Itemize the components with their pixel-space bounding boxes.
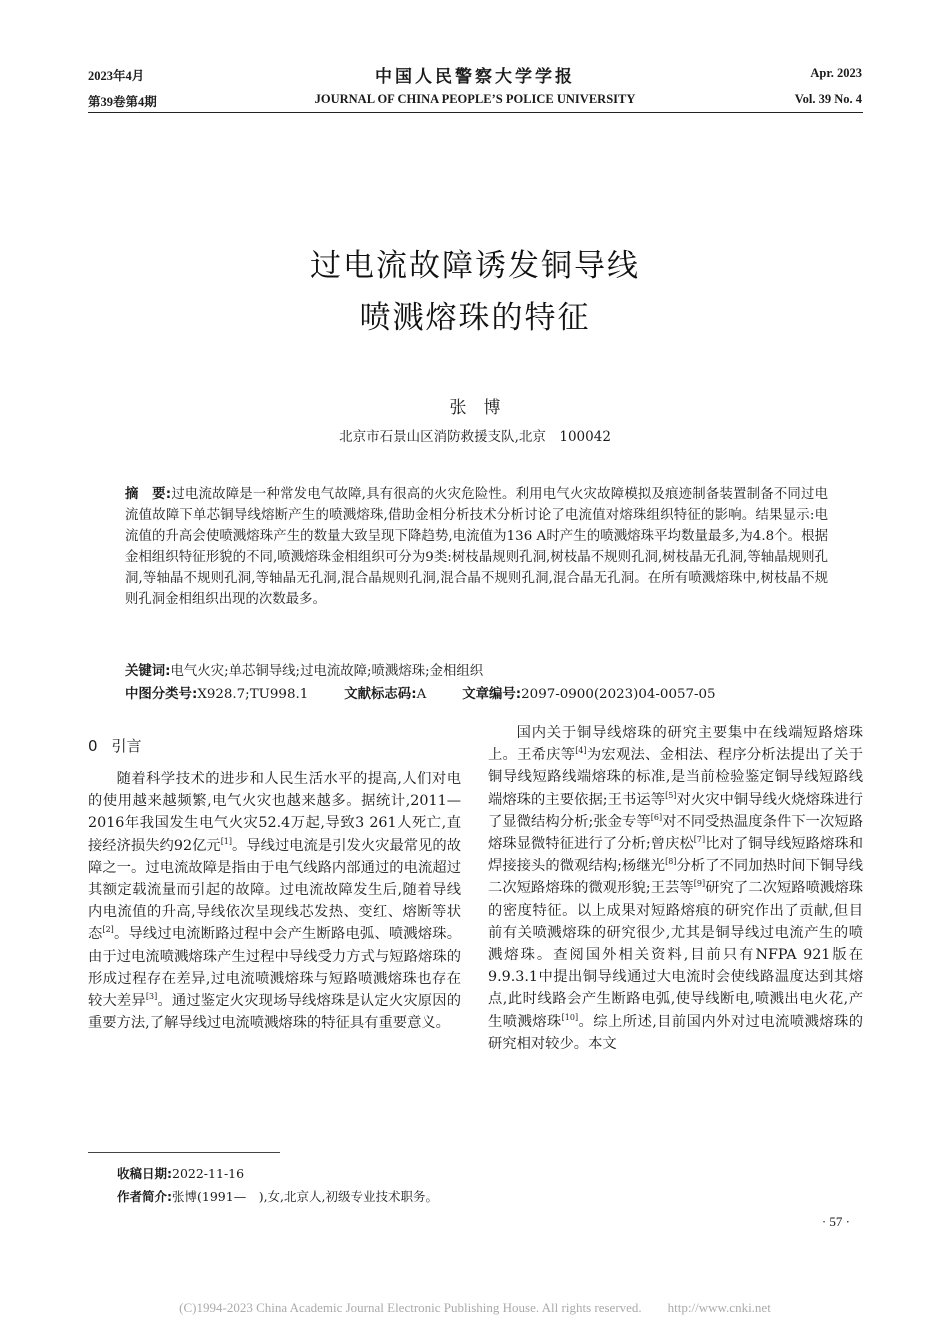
citation-ref: [1] (220, 836, 233, 846)
lit-text-4: 对不同受热温度条件下一次短路熔珠显微特征进行了分析;曾庆松 (488, 813, 863, 853)
header-date: 2023年4月 (88, 69, 145, 83)
copyright-notice: (C)1994-2023 China Academic Journal Electronic Publishing House. All rights reserved. http://www.cnki.net (179, 1300, 771, 1315)
lit-text-7: 研究了二次短路喷溅熔珠的密度特征。以上成果对短路熔痕的研究作出了贡献,但目前有关喷溅熔珠的研究很少,尤其是铜导线过电流产生的喷溅熔珠。查阅国外相关资料,目前只有NFPA 921版在9.9.3.1中提出铜导线通过大电流时会使线路温度达到其熔点,此时线路会产生断路电弧,使导线断电,喷溅出电火花,产生喷溅熔珠 (488, 880, 864, 1030)
author-bio-value: 张博(1991— ),女,北京人,初级专业技术职务。 (172, 1189, 438, 1204)
journal-title-en: JOURNAL OF CHINA PEOPLE’S POLICE UNIVERSITY (314, 92, 636, 106)
citation-ref: [6] (650, 812, 663, 822)
citation-ref: [9] (693, 879, 706, 889)
page-number: · 57 · (821, 1214, 850, 1229)
article-title-line2: 喷溅熔珠的特征 (359, 300, 591, 336)
intro-text-3: 。导线过电流断路过程中会产生断路电弧、喷溅熔珠。由于过电流喷溅熔珠产生过程中导线受力方式与短路熔珠的形成过程存在差异,过电流喷溅熔珠与短路喷溅熔珠也存在较大差异 (88, 926, 461, 1010)
abstract (125, 484, 828, 610)
footnote-rule (88, 1152, 280, 1153)
author-affiliation: 北京市石景山区消防救援支队,北京 100042 (339, 429, 611, 445)
lit-text-8: 。综上所述,目前国内外对过电流喷溅熔珠的研究相对较少。本文 (488, 1013, 864, 1052)
lit-text-1: 国内关于铜导线熔珠的研究主要集中在线端短路熔珠上。王希庆等 (488, 725, 863, 764)
classification (125, 684, 828, 705)
clc-value: X928.7;TU998.1 (197, 687, 309, 702)
section-heading (88, 735, 142, 756)
doc-code-label: 文献标志码: (344, 687, 417, 702)
lit-text-2: 为宏观法、金相法、程序分析法提出了关于铜导线短路线端熔珠的标准,是当前检验鉴定铜导线短路线端熔珠的主要依据;王书运等 (488, 747, 864, 808)
doc-code-value: A (416, 687, 427, 702)
citation-ref: [8] (665, 857, 677, 867)
received-date (117, 1164, 244, 1182)
header-vol-en: Vol. 39 No. 4 (794, 92, 862, 106)
right-column (488, 722, 863, 1055)
article-number-label: 文章编号: (462, 687, 522, 702)
header-month-en: Apr. 2023 (810, 66, 862, 80)
clc-label: 中图分类号: (125, 687, 198, 702)
literature-paragraph (488, 722, 863, 1055)
section-number: 0 (88, 737, 98, 755)
author-bio-label: 作者简介: (117, 1189, 172, 1204)
intro-paragraph (88, 768, 461, 1034)
author-name: 张 博 (449, 398, 501, 418)
citation-ref: [10] (561, 1012, 579, 1022)
keywords-text: 电气火灾;单芯铜导线;过电流故障;喷溅熔珠;金相组织 (170, 664, 484, 679)
received-value: 2022-11-16 (172, 1166, 245, 1181)
abstract-text: 过电流故障是一种常发电气故障,具有很高的火灾危险性。利用电气火灾故障模拟及痕迹制备装置制备不同过电流值故障下单芯铜导线熔断产生的喷溅熔珠,借助金相分析技术分析讨论了电流值对熔珠组织特征的影响。结果显示:电流值的升高会使喷溅熔珠产生的数量大致呈现下降趋势,电流值为136 A时产生的喷溅熔珠平均数量最多,为4.8个。根据金相组织特征形貌的不同,喷溅熔珠金相组织可分为9类:树枝晶规则孔洞,树枝晶不规则孔洞,树枝晶无孔洞,等轴晶规则孔洞,等轴晶不规则孔洞,等轴晶无孔洞,混合晶规则孔洞,混合晶不规则孔洞,混合晶无孔洞。在所有喷溅熔珠中,树枝晶不规则孔洞金相组织出现的次数最多。 (125, 487, 828, 607)
citation-ref: [2] (102, 925, 114, 935)
lit-text-3: 对火灾中铜导线火烧熔珠进行了显微结构分析;张金专等 (488, 791, 863, 830)
citation-ref: [5] (665, 790, 677, 800)
keywords-label: 关键词: (125, 664, 171, 679)
citation-ref: [4] (575, 746, 587, 756)
section-title: 引言 (111, 737, 142, 755)
abstract-label: 摘 要: (125, 487, 172, 502)
intro-text-4: 。通过鉴定火灾现场导线熔珠是认定火灾原因的重要方法,了解导线过电流喷溅熔珠的特征具有重要意义。 (88, 993, 462, 1032)
intro-text-2: 。导线过电流是引发火灾最常见的故障之一。过电流故障是指由于电气线路内部通过的电流超过其额定载流量而引起的故障。过电流故障发生后,随着导线内电流值的升高,导线依次呈现线芯发热、变红、熔断等状态 (88, 837, 461, 943)
citation-ref: [3] (145, 992, 158, 1002)
lit-text-6: 分析了不同加热时间下铜导线二次短路熔珠的微观形貌;王芸等 (488, 858, 863, 897)
article-title-line1: 过电流故障诱发铜导线 (310, 248, 640, 284)
intro-text-1: 随着科学技术的进步和人民生活水平的提高,人们对电的使用越来越频繁,电气火灾也越来越多。据统计,2011—2016年我国发生电气火灾52.4万起,导致3 261人死亡,直接经济损失约92亿元 (88, 771, 461, 854)
journal-title-cn: 中国人民警察大学学报 (375, 67, 575, 87)
citation-ref: [7] (693, 835, 706, 845)
article-number-value: 2097-0900(2023)04-0057-05 (521, 687, 716, 702)
author-bio (117, 1187, 438, 1205)
header-rule (88, 112, 863, 113)
header-volume: 第39卷第4期 (88, 95, 157, 109)
lit-text-5: 比对了铜导线短路熔珠和焊接接头的微观结构;杨继光 (488, 836, 864, 875)
keywords (125, 661, 828, 682)
received-label: 收稿日期: (117, 1166, 172, 1181)
left-column (88, 768, 461, 1034)
